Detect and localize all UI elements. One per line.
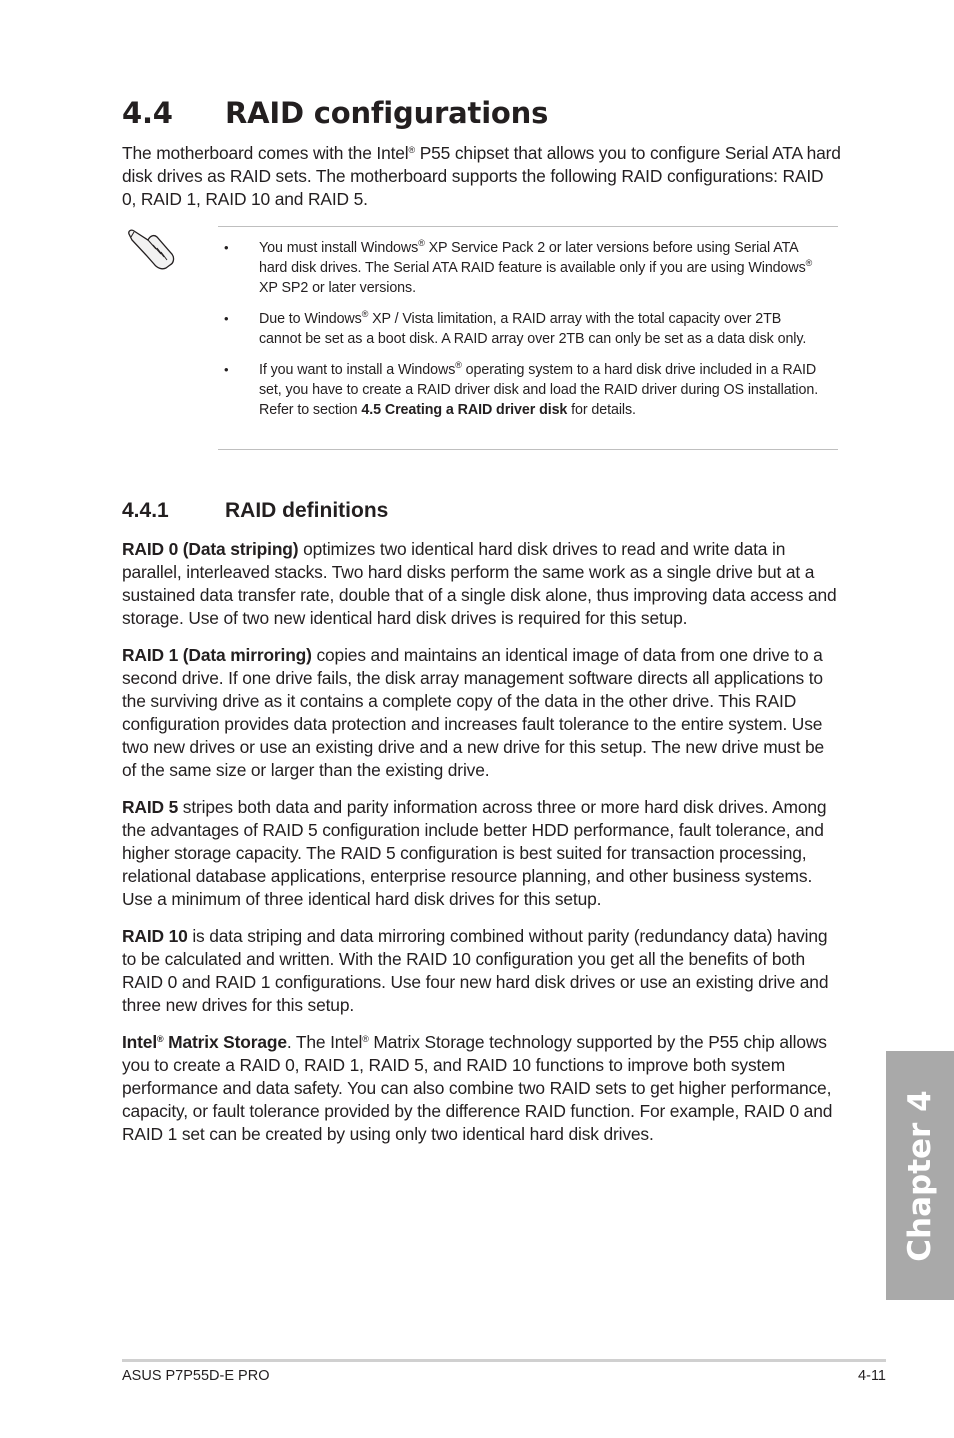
raid5-term: RAID 5 xyxy=(122,797,179,817)
note-list xyxy=(224,238,824,431)
section-title-text: RAID configurations xyxy=(225,96,549,130)
raid0-paragraph: RAID 0 (Data striping) optimizes two identical hard disk drives to read and write data in parallel, interleaved stacks. Two hard disks perform the same work as a single drive but at a sustained data transfer rate, double that of a single disk alone, thus improving data access and storage. Use of two new identical hard disk drives is required for this setup. xyxy=(122,539,837,628)
bullet: • xyxy=(224,311,229,326)
footer-product-name: ASUS P7P55D-E PRO xyxy=(122,1368,270,1384)
subsection-number: 4.4.1 xyxy=(122,499,169,522)
raid10-paragraph: RAID 10 is data striping and data mirroring combined without parity (redundancy data) having to be calculated and written. With the RAID 10 configuration you get all the benefits of both RAID 0 and RAID 1 configurations. Use four new hard disk drives or use an existing drive and three new drives for this setup. xyxy=(122,926,829,1015)
raid1-term: RAID 1 (Data mirroring) xyxy=(122,645,312,665)
subsection-title xyxy=(122,497,388,525)
raid1-paragraph: RAID 1 (Data mirroring) copies and maintains an identical image of data from one drive to a second drive. If one drive fails, the disk array management software directs all applications to the surviving drive as it contains a complete copy of the data in the other drive. This RAID configuration provides data protection and increases fault tolerance to the entire system. Use two new drives or use an existing drive and a new drive for this setup. The new drive must be of the same size or larger than the existing drive. xyxy=(122,645,825,780)
note-item: • You must install Windows® XP Service Pack 2 or later versions before using Serial ATA hard disk drives. The Serial ATA RAID feature is available only if you are using Windows® XP SP2 or later versions. xyxy=(224,238,813,296)
section-reference: 4.5 Creating a RAID driver disk xyxy=(361,402,568,418)
note-item: • Due to Windows® XP / Vista limitation, a RAID array with the total capacity over 2TB cannot be set as a boot disk. A RAID array over 2TB can only be set as a data disk only. xyxy=(224,309,807,347)
note-item: • If you want to install a Windows® operating system to a hard disk drive included in a RAID set, you have to create a RAID driver disk and load the RAID driver during OS installation. Refer to section 4.5 Creating a RAID driver disk for details. xyxy=(224,360,819,418)
note-top-rule xyxy=(218,226,838,227)
footer-page-number: 4-11 xyxy=(858,1368,886,1384)
raid0-term: RAID 0 (Data striping) xyxy=(122,539,299,559)
bullet: • xyxy=(224,240,229,255)
intro-paragraph: The motherboard comes with the Intel® P55 chipset that allows you to configure Serial ATA hard disk drives as RAID sets. The motherboard supports the following RAID configurations: RAID 0, RAID 1, RAID 10 and RAID 5. xyxy=(122,143,841,209)
subsection-title-text: RAID definitions xyxy=(225,499,389,522)
bullet: • xyxy=(224,362,229,377)
matrix-storage-paragraph: Intel® Matrix Storage. The Intel® Matrix Storage technology supported by the P55 chip allows you to create a RAID 0, RAID 1, RAID 5, and RAID 10 functions to improve both system performance and data safety. You can also combine two RAID sets to get higher performance, capacity, or fault tolerance provided by the difference RAID function. For example, RAID 0 and RAID 1 set can be created by using only two identical hard disk drives. xyxy=(122,1032,833,1144)
section-title xyxy=(122,93,548,133)
chapter-tab xyxy=(886,1051,954,1300)
note-bottom-rule xyxy=(218,449,838,450)
matrix-storage-term: Intel® Matrix Storage xyxy=(122,1032,287,1052)
section-number: 4.4 xyxy=(122,96,173,130)
chapter-tab-label: Chapter 4 xyxy=(902,1089,938,1262)
hand-pointer-note-icon xyxy=(126,226,178,270)
footer-rule xyxy=(122,1359,886,1362)
raid10-term: RAID 10 xyxy=(122,926,188,946)
raid5-paragraph: RAID 5 stripes both data and parity information across three or more hard disk drives. Among the advantages of RAID 5 configuration include better HDD performance, fault tolerance, and higher storage capacity. The RAID 5 configuration is best suited for transaction processing, relational database applications, enterprise resource planning, and other business systems. Use a minimum of three identical hard disk drives for this setup. xyxy=(122,797,827,909)
